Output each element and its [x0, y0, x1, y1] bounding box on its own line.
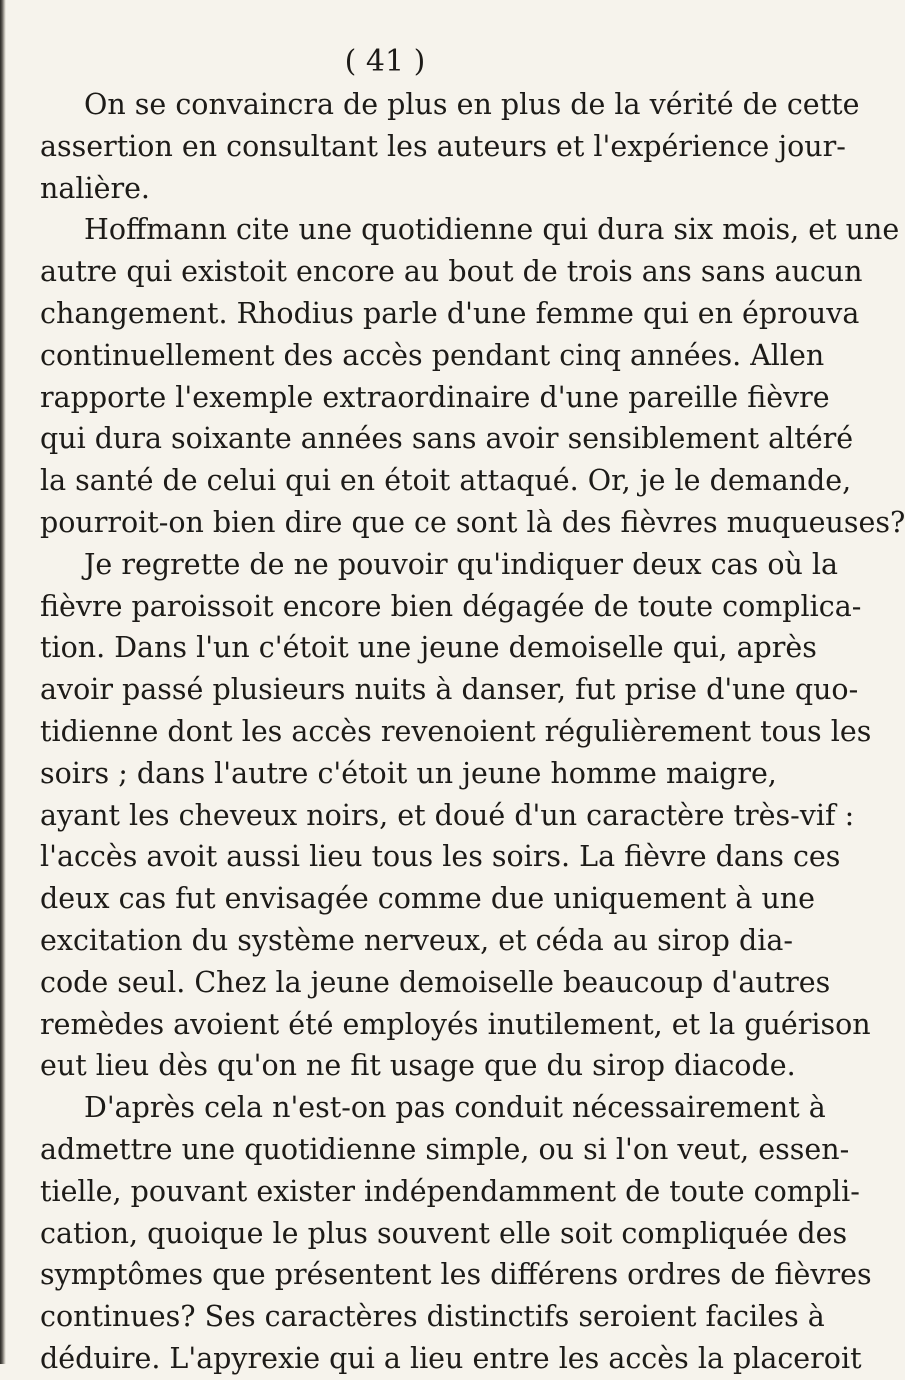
text-line: On se convaincra de plus en plus de la vérité de cette: [84, 88, 860, 121]
text-line: déduire. L'apyrexie qui a lieu entre les accès la placeroit: [40, 1341, 862, 1375]
text-line: ayant les cheveux noirs, et doué d'un caractère très-vif :: [40, 798, 855, 832]
text-line: l'accès avoit aussi lieu tous les soirs. La fièvre dans ces: [40, 840, 841, 874]
text-line: avoir passé plusieurs nuits à danser, fut prise d'une quo-: [40, 673, 859, 707]
text-line: code seul. Chez la jeune demoiselle beaucoup d'autres: [40, 965, 831, 999]
text-line: tion. Dans l'un c'étoit une jeune demoiselle qui, après: [40, 631, 817, 665]
text-line: qui dura soixante années sans avoir sensiblement altéré: [40, 422, 854, 456]
text-line: fièvre paroissoit encore bien dégagée de toute complica-: [40, 589, 862, 623]
text-line: remèdes avoient été employés inutilement, et la guérison: [40, 1007, 871, 1041]
text-line: Hoffmann cite une quotidienne qui dura six mois, et une: [84, 213, 900, 247]
text-line: soirs ; dans l'autre c'étoit un jeune homme maigre,: [40, 756, 777, 790]
text-line: continuellement des accès pendant cinq années. Allen: [40, 338, 825, 372]
text-line: autre qui existoit encore au bout de trois ans sans aucun: [40, 255, 863, 289]
text-line: assertion en consultant les auteurs et l'expérience jour-: [40, 129, 846, 163]
text-line: D'après cela n'est-on pas conduit nécessairement à: [84, 1091, 826, 1125]
text-line: pourroit-on bien dire que ce sont là des fièvres muqueuses?: [40, 505, 905, 539]
page-number: ( 41 ): [344, 44, 426, 79]
text-line: Je regrette de ne pouvoir qu'indiquer deux cas où la: [84, 547, 838, 581]
text-line: changement. Rhodius parle d'une femme qui en éprouva: [40, 296, 860, 330]
text-line: deux cas fut envisagée comme due uniquement à une: [40, 882, 816, 916]
text-line: nalière.: [40, 171, 150, 205]
text-line: excitation du système nerveux, et céda au sirop dia-: [40, 923, 793, 957]
text-line: admettre une quotidienne simple, ou si l'on veut, essen-: [40, 1132, 850, 1166]
body-text: [40, 84, 905, 1380]
text-line: tielle, pouvant exister indépendamment de toute compli-: [40, 1174, 860, 1208]
text-line: symptômes que présentent les différens ordres de fièvres: [40, 1258, 872, 1292]
text-line: tidienne dont les accès revenoient régulièrement tous les: [40, 714, 872, 748]
text-line: continues? Ses caractères distinctifs seroient faciles à: [40, 1300, 825, 1334]
text-line: la santé de celui qui en étoit attaqué. Or, je le demande,: [40, 464, 852, 498]
book-page: [40, 44, 905, 1380]
text-line: eut lieu dès qu'on ne fit usage que du sirop diacode.: [40, 1049, 796, 1083]
text-line: rapporte l'exemple extraordinaire d'une pareille fièvre: [40, 380, 830, 414]
text-line: cation, quoique le plus souvent elle soit compliquée des: [40, 1216, 848, 1250]
page-binding-edge: [0, 0, 6, 1364]
